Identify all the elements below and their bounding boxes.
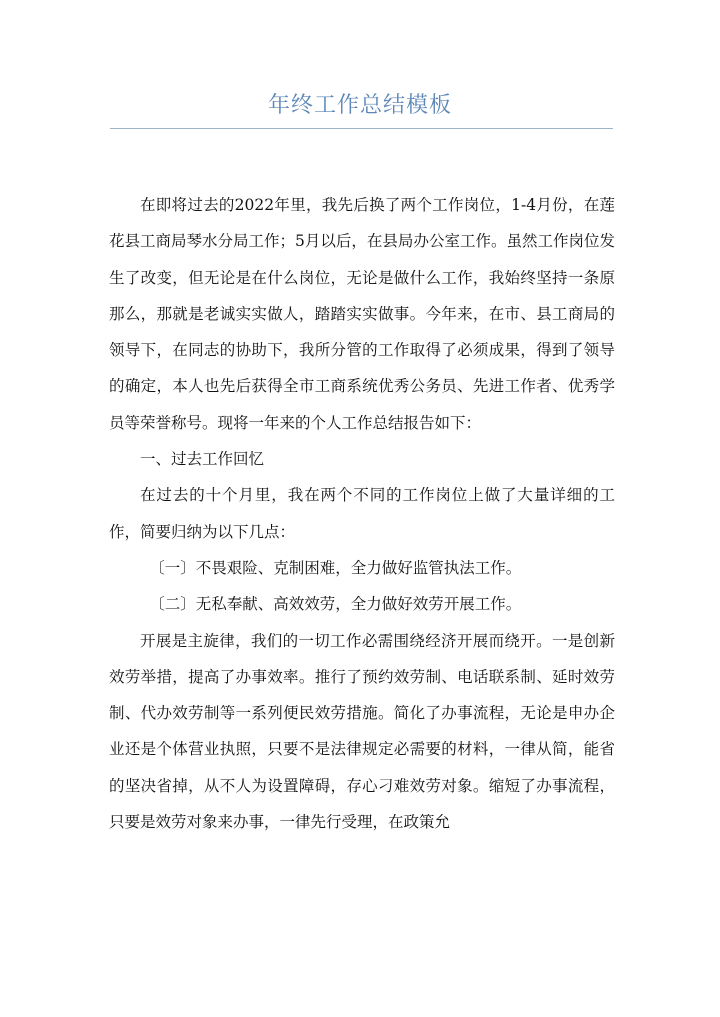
paragraph-intro: 在即将过去的2022年里，我先后换了两个工作岗位，1-4月份，在莲花县工商局琴水分局工作；5月以后，在县局办公室工作。虽然工作岗位发生了改变，但无论是在什么岗位，无论是做什么工作，我始终坚持一条原那么，那就是老诚实实做人，踏踏实实做事。今年来，在市、县工商局的领导下，在同志的协助下，我所分管的工作取得了必须成果，得到了领导的确定，本人也先后获得全市工商系统优秀公务员、先进工作者、优秀学员等荣誉称号。现将一年来的个人工作总结报告如下： — [109, 196, 615, 432]
list-item: 〔一〕不畏艰险、克制困难，全力做好监管执法工作。 — [149, 558, 522, 577]
document-title: 年终工作总结模板 — [267, 93, 452, 118]
document-body — [109, 187, 615, 840]
paragraph-review: 在过去的十个月里，我在两个不同的工作岗位上做了大量详细的工作，简要归纳为以下几点： — [109, 486, 615, 541]
section-heading: 一、过去工作回忆 — [140, 450, 265, 469]
title-divider — [110, 128, 613, 129]
list-item: 〔二〕无私奉献、高效效劳，全力做好效劳开展工作。 — [149, 595, 522, 614]
paragraph-development: 开展是主旋律，我们的一切工作必需围绕经济开展而绕开。一是创新效劳举措，提高了办事效率。推行了预约效劳制、电话联系制、延时效劳制、代办效劳制等一系列便民效劳措施。简化了办事流程，无论是申办企业还是个体营业执照，只要不是法律规定必需要的材料，一律从简，能省的坚决省掉，从不人为设置障碍，存心刁难效劳对象。缩短了办事流程，只要是效劳对象来办事，一律先行受理，在政策允 — [109, 631, 615, 832]
